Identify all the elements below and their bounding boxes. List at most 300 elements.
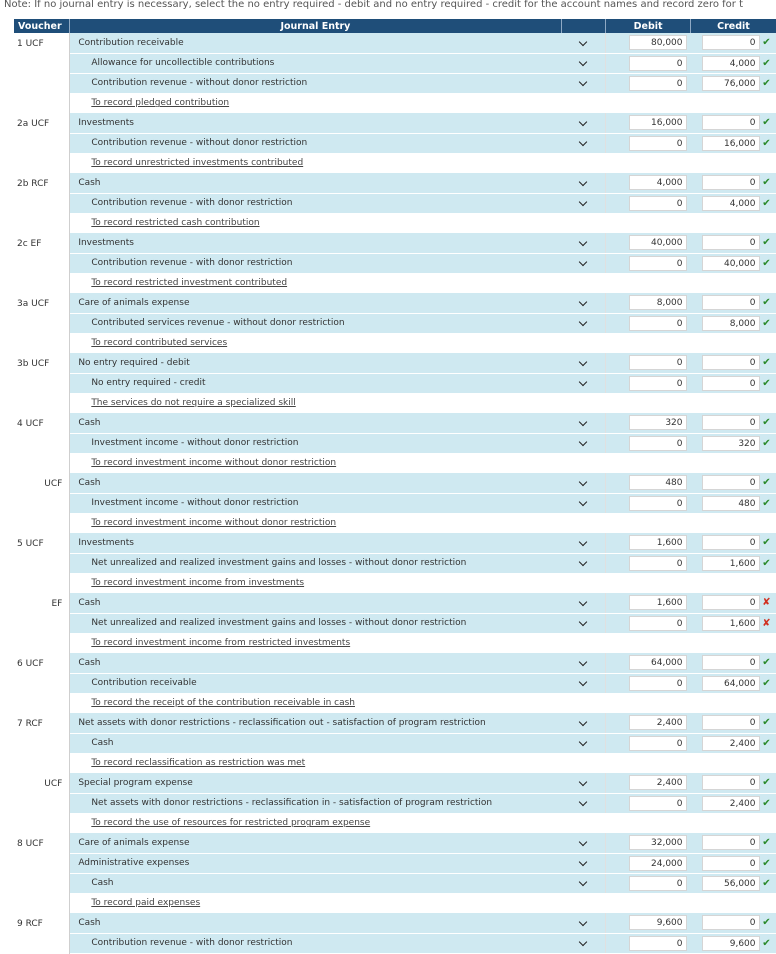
credit-input[interactable]: 0 <box>702 175 760 190</box>
table-row <box>14 413 776 433</box>
voucher-cell <box>14 433 70 453</box>
dropdown-toggle[interactable] <box>561 113 606 133</box>
account-select[interactable]: Investments <box>70 533 561 553</box>
dropdown-toggle[interactable] <box>561 713 606 733</box>
check-icon: ✔ <box>761 678 773 689</box>
voucher-cell: 4 UCF <box>14 413 70 433</box>
instruction-note: Note: If no journal entry is necessary, select the no entry required - debit and no entry required - credit for the account names and record zero for t <box>4 0 743 10</box>
account-select[interactable]: Cash <box>70 653 561 673</box>
credit-input[interactable]: 0 <box>702 475 760 490</box>
entry-description-cell <box>70 213 776 233</box>
entry-description-cell <box>70 633 776 653</box>
credit-cell <box>691 193 776 213</box>
account-select[interactable]: Net unrealized and realized investment gains and losses - without donor restriction <box>70 613 561 633</box>
debit-input[interactable]: 0 <box>629 556 687 571</box>
chevron-down-icon <box>579 58 587 66</box>
debit-input[interactable]: 0 <box>629 256 687 271</box>
account-select[interactable]: Net assets with donor restrictions - reclassification out - satisfaction of program restriction <box>70 713 561 733</box>
debit-input[interactable]: 0 <box>629 496 687 511</box>
description-row <box>14 573 776 593</box>
dropdown-toggle[interactable] <box>561 73 606 93</box>
entry-description-input[interactable]: To record restricted cash contribution <box>78 218 259 228</box>
credit-input[interactable]: 2,400 <box>702 736 760 751</box>
debit-input[interactable]: 1,600 <box>629 535 687 550</box>
credit-input[interactable]: 0 <box>702 415 760 430</box>
description-row <box>14 453 776 473</box>
dropdown-toggle[interactable] <box>561 793 606 813</box>
credit-input[interactable]: 0 <box>702 355 760 370</box>
dropdown-toggle[interactable] <box>561 733 606 753</box>
voucher-cell <box>14 313 70 333</box>
credit-input[interactable]: 0 <box>702 376 760 391</box>
dropdown-toggle[interactable] <box>561 53 606 73</box>
table-row <box>14 613 776 633</box>
entry-description-input[interactable]: To record contributed services <box>78 338 227 348</box>
entry-description-input[interactable]: To record investment income from restricted investments <box>78 638 350 648</box>
voucher-cell <box>14 893 70 913</box>
credit-input[interactable]: 0 <box>702 715 760 730</box>
account-select[interactable]: Contributed services revenue - without donor restriction <box>70 313 561 333</box>
check-icon: ✔ <box>761 657 773 668</box>
debit-input[interactable]: 64,000 <box>629 655 687 670</box>
check-icon: ✔ <box>761 318 773 329</box>
account-select[interactable]: Cash <box>70 873 561 893</box>
chevron-down-icon <box>579 658 587 666</box>
journal-entry-body <box>14 33 776 953</box>
check-icon: ✔ <box>761 237 773 248</box>
entry-description-input[interactable]: To record investment income from investments <box>78 578 304 588</box>
entry-description-cell <box>70 893 776 913</box>
table-row <box>14 313 776 333</box>
account-select[interactable]: Cash <box>70 593 561 613</box>
dropdown-toggle[interactable] <box>561 313 606 333</box>
check-icon: ✔ <box>761 878 773 889</box>
chevron-down-icon <box>579 838 587 846</box>
credit-cell <box>691 313 776 333</box>
debit-input[interactable]: 40,000 <box>629 235 687 250</box>
credit-input[interactable]: 56,000 <box>702 876 760 891</box>
entry-description-cell <box>70 393 776 413</box>
credit-cell <box>691 73 776 93</box>
entry-description-input[interactable]: The services do not require a specialized skill <box>78 398 295 408</box>
table-row <box>14 833 776 853</box>
table-row <box>14 933 776 953</box>
entry-description-input[interactable]: To record reclassification as restriction was met <box>78 758 305 768</box>
dropdown-toggle[interactable] <box>561 353 606 373</box>
debit-input[interactable]: 2,400 <box>629 715 687 730</box>
account-select[interactable]: Contribution receivable <box>70 33 561 53</box>
voucher-cell <box>14 393 70 413</box>
chevron-down-icon <box>579 718 587 726</box>
debit-input[interactable]: 0 <box>629 796 687 811</box>
dropdown-toggle[interactable] <box>561 833 606 853</box>
dropdown-toggle[interactable] <box>561 533 606 553</box>
debit-cell <box>606 73 691 93</box>
dropdown-toggle[interactable] <box>561 253 606 273</box>
debit-input[interactable]: 0 <box>629 56 687 71</box>
credit-input[interactable]: 480 <box>702 496 760 511</box>
check-icon: ✔ <box>761 258 773 269</box>
debit-cell <box>606 593 691 613</box>
debit-cell <box>606 293 691 313</box>
credit-cell <box>691 233 776 253</box>
credit-cell <box>691 533 776 553</box>
dropdown-toggle[interactable] <box>561 33 606 53</box>
account-select[interactable]: Cash <box>70 473 561 493</box>
debit-input[interactable]: 480 <box>629 475 687 490</box>
voucher-cell <box>14 273 70 293</box>
debit-cell <box>606 253 691 273</box>
dropdown-toggle[interactable] <box>561 553 606 573</box>
account-select[interactable]: Contribution revenue - without donor restriction <box>70 73 561 93</box>
chevron-down-icon <box>579 378 587 386</box>
debit-input[interactable]: 32,000 <box>629 835 687 850</box>
debit-input[interactable]: 24,000 <box>629 856 687 871</box>
debit-cell <box>606 33 691 53</box>
entry-description-input[interactable]: To record paid expenses <box>78 898 200 908</box>
check-icon: ✔ <box>761 498 773 509</box>
debit-cell <box>606 933 691 953</box>
credit-input[interactable]: 0 <box>702 775 760 790</box>
credit-cell <box>691 433 776 453</box>
chevron-down-icon <box>579 738 587 746</box>
debit-cell <box>606 193 691 213</box>
chevron-down-icon <box>579 878 587 886</box>
debit-input[interactable]: 0 <box>629 736 687 751</box>
voucher-cell <box>14 673 70 693</box>
voucher-cell: 8 UCF <box>14 833 70 853</box>
account-select[interactable]: Contribution revenue - without donor restriction <box>70 133 561 153</box>
voucher-cell <box>14 573 70 593</box>
account-select[interactable]: Contribution revenue - with donor restriction <box>70 193 561 213</box>
debit-cell <box>606 233 691 253</box>
credit-input[interactable]: 0 <box>702 595 760 610</box>
dropdown-toggle[interactable] <box>561 873 606 893</box>
credit-input[interactable]: 0 <box>702 835 760 850</box>
dropdown-toggle[interactable] <box>561 293 606 313</box>
voucher-cell <box>14 253 70 273</box>
table-row <box>14 33 776 53</box>
voucher-cell <box>14 453 70 473</box>
entry-description-input[interactable]: To record investment income without donor restriction <box>78 518 336 528</box>
voucher-cell <box>14 213 70 233</box>
credit-input[interactable]: 9,600 <box>702 936 760 951</box>
debit-input[interactable]: 1,600 <box>629 595 687 610</box>
debit-input[interactable]: 16,000 <box>629 115 687 130</box>
table-row <box>14 113 776 133</box>
dropdown-toggle[interactable] <box>561 233 606 253</box>
credit-cell <box>691 373 776 393</box>
credit-input[interactable]: 64,000 <box>702 676 760 691</box>
credit-cell <box>691 53 776 73</box>
check-icon: ✔ <box>761 198 773 209</box>
account-select[interactable]: Investments <box>70 233 561 253</box>
table-row <box>14 53 776 73</box>
voucher-cell <box>14 193 70 213</box>
chevron-down-icon <box>579 418 587 426</box>
debit-input[interactable]: 0 <box>629 616 687 631</box>
credit-input[interactable]: 40,000 <box>702 256 760 271</box>
table-row <box>14 673 776 693</box>
description-row <box>14 93 776 113</box>
table-row <box>14 133 776 153</box>
debit-cell <box>606 173 691 193</box>
credit-input[interactable]: 0 <box>702 235 760 250</box>
credit-input[interactable]: 0 <box>702 915 760 930</box>
account-select[interactable]: No entry required - credit <box>70 373 561 393</box>
credit-cell <box>691 253 776 273</box>
chevron-down-icon <box>579 318 587 326</box>
chevron-down-icon <box>579 918 587 926</box>
voucher-cell <box>14 873 70 893</box>
credit-input[interactable]: 0 <box>702 535 760 550</box>
credit-cell <box>691 673 776 693</box>
debit-input[interactable]: 2,400 <box>629 775 687 790</box>
table-row <box>14 373 776 393</box>
debit-input[interactable]: 0 <box>629 76 687 91</box>
voucher-header: Voucher <box>14 19 70 33</box>
debit-cell <box>606 793 691 813</box>
account-select[interactable]: Net unrealized and realized investment gains and losses - without donor restriction <box>70 553 561 573</box>
account-select[interactable]: Contribution revenue - with donor restriction <box>70 933 561 953</box>
credit-cell <box>691 873 776 893</box>
credit-cell <box>691 413 776 433</box>
credit-input[interactable]: 4,000 <box>702 196 760 211</box>
chevron-down-icon <box>579 538 587 546</box>
credit-input[interactable]: 1,600 <box>702 556 760 571</box>
check-icon: ✔ <box>761 357 773 368</box>
debit-cell <box>606 53 691 73</box>
dropdown-toggle[interactable] <box>561 933 606 953</box>
entry-description-input[interactable]: To record pledged contribution <box>78 98 229 108</box>
voucher-cell: 2b RCF <box>14 173 70 193</box>
description-row <box>14 333 776 353</box>
x-icon: ✘ <box>761 618 773 629</box>
table-row <box>14 193 776 213</box>
table-row <box>14 353 776 373</box>
debit-cell <box>606 833 691 853</box>
debit-cell <box>606 353 691 373</box>
voucher-cell: 7 RCF <box>14 713 70 733</box>
table-row <box>14 433 776 453</box>
voucher-cell <box>14 693 70 713</box>
table-row <box>14 473 776 493</box>
debit-input[interactable]: 0 <box>629 316 687 331</box>
table-row <box>14 553 776 573</box>
voucher-cell <box>14 73 70 93</box>
check-icon: ✔ <box>761 477 773 488</box>
description-row <box>14 753 776 773</box>
account-select[interactable]: Allowance for uncollectible contributions <box>70 53 561 73</box>
dropdown-toggle[interactable] <box>561 373 606 393</box>
credit-input[interactable]: 1,600 <box>702 616 760 631</box>
table-row <box>14 913 776 933</box>
debit-input[interactable]: 0 <box>629 376 687 391</box>
check-icon: ✔ <box>761 138 773 149</box>
debit-input[interactable]: 8,000 <box>629 295 687 310</box>
table-row <box>14 233 776 253</box>
entry-description-cell <box>70 573 776 593</box>
dropdown-toggle[interactable] <box>561 673 606 693</box>
credit-input[interactable]: 4,000 <box>702 56 760 71</box>
check-icon: ✔ <box>761 837 773 848</box>
debit-input[interactable]: 0 <box>629 436 687 451</box>
description-row <box>14 393 776 413</box>
table-row <box>14 253 776 273</box>
debit-cell <box>606 613 691 633</box>
account-select[interactable]: Special program expense <box>70 773 561 793</box>
dropdown-toggle[interactable] <box>561 433 606 453</box>
credit-input[interactable]: 320 <box>702 436 760 451</box>
debit-input[interactable]: 80,000 <box>629 35 687 50</box>
dropdown-toggle[interactable] <box>561 613 606 633</box>
description-row <box>14 273 776 293</box>
x-icon: ✘ <box>761 597 773 608</box>
account-select[interactable]: Investment income - without donor restriction <box>70 493 561 513</box>
account-select[interactable]: Cash <box>70 913 561 933</box>
check-icon: ✔ <box>761 78 773 89</box>
account-select[interactable]: Contribution revenue - with donor restriction <box>70 253 561 273</box>
dropdown-toggle[interactable] <box>561 653 606 673</box>
credit-cell <box>691 553 776 573</box>
table-row <box>14 873 776 893</box>
credit-input[interactable]: 16,000 <box>702 136 760 151</box>
check-icon: ✔ <box>761 777 773 788</box>
debit-input[interactable]: 0 <box>629 136 687 151</box>
debit-input[interactable]: 0 <box>629 876 687 891</box>
check-icon: ✔ <box>761 297 773 308</box>
description-row <box>14 213 776 233</box>
debit-cell <box>606 413 691 433</box>
debit-cell <box>606 433 691 453</box>
credit-input[interactable]: 0 <box>702 35 760 50</box>
account-select[interactable]: Investment income - without donor restriction <box>70 433 561 453</box>
voucher-cell <box>14 553 70 573</box>
credit-cell <box>691 173 776 193</box>
debit-input[interactable]: 0 <box>629 355 687 370</box>
table-row <box>14 793 776 813</box>
entry-description-cell <box>70 693 776 713</box>
debit-cell <box>606 493 691 513</box>
credit-input[interactable]: 2,400 <box>702 796 760 811</box>
check-icon: ✔ <box>761 738 773 749</box>
dropdown-toggle[interactable] <box>561 193 606 213</box>
dropdown-toggle[interactable] <box>561 913 606 933</box>
debit-cell <box>606 713 691 733</box>
check-icon: ✔ <box>761 58 773 69</box>
credit-cell <box>691 473 776 493</box>
debit-input[interactable]: 320 <box>629 415 687 430</box>
entry-description-input[interactable]: To record the receipt of the contribution receivable in cash <box>78 698 355 708</box>
credit-input[interactable]: 0 <box>702 655 760 670</box>
table-row <box>14 713 776 733</box>
check-icon: ✔ <box>761 558 773 569</box>
voucher-cell <box>14 513 70 533</box>
entry-description-cell <box>70 93 776 113</box>
entry-description-input[interactable]: To record the use of resources for restricted program expense <box>78 818 370 828</box>
credit-input[interactable]: 0 <box>702 115 760 130</box>
voucher-cell <box>14 633 70 653</box>
account-select[interactable]: Cash <box>70 173 561 193</box>
account-select[interactable]: Cash <box>70 733 561 753</box>
debit-input[interactable]: 4,000 <box>629 175 687 190</box>
table-row <box>14 73 776 93</box>
dropdown-toggle[interactable] <box>561 473 606 493</box>
table-row <box>14 653 776 673</box>
account-select[interactable]: Contribution receivable <box>70 673 561 693</box>
entry-description-cell <box>70 333 776 353</box>
debit-input[interactable]: 0 <box>629 936 687 951</box>
entry-description-input[interactable]: To record investment income without donor restriction <box>78 458 336 468</box>
entry-description-input[interactable]: To record restricted investment contributed <box>78 278 287 288</box>
voucher-cell <box>14 53 70 73</box>
account-select[interactable]: No entry required - debit <box>70 353 561 373</box>
credit-input[interactable]: 0 <box>702 856 760 871</box>
dropdown-toggle[interactable] <box>561 773 606 793</box>
voucher-cell <box>14 153 70 173</box>
credit-input[interactable]: 8,000 <box>702 316 760 331</box>
credit-input[interactable]: 76,000 <box>702 76 760 91</box>
debit-cell <box>606 853 691 873</box>
voucher-cell: 3b UCF <box>14 353 70 373</box>
debit-header: Debit <box>606 19 691 33</box>
account-select[interactable]: Care of animals expense <box>70 833 561 853</box>
account-select[interactable]: Care of animals expense <box>70 293 561 313</box>
voucher-cell: 1 UCF <box>14 33 70 53</box>
credit-cell <box>691 793 776 813</box>
dropdown-toggle[interactable] <box>561 413 606 433</box>
entry-description-cell <box>70 513 776 533</box>
credit-cell <box>691 913 776 933</box>
chevron-down-icon <box>579 258 587 266</box>
account-select[interactable]: Administrative expenses <box>70 853 561 873</box>
voucher-cell <box>14 853 70 873</box>
dropdown-toggle[interactable] <box>561 493 606 513</box>
voucher-cell: EF <box>14 593 70 613</box>
dropdown-toggle[interactable] <box>561 593 606 613</box>
debit-cell <box>606 733 691 753</box>
credit-input[interactable]: 0 <box>702 295 760 310</box>
entry-description-input[interactable]: To record unrestricted investments contributed <box>78 158 303 168</box>
journal-entry-table <box>14 19 776 954</box>
description-row <box>14 893 776 913</box>
debit-input[interactable]: 9,600 <box>629 915 687 930</box>
chevron-down-icon <box>579 78 587 86</box>
debit-input[interactable]: 0 <box>629 196 687 211</box>
account-select[interactable]: Investments <box>70 113 561 133</box>
chevron-down-icon <box>579 438 587 446</box>
voucher-cell: 2a UCF <box>14 113 70 133</box>
account-select[interactable]: Net assets with donor restrictions - reclassification in - satisfaction of program restriction <box>70 793 561 813</box>
table-header <box>14 19 776 33</box>
voucher-cell <box>14 333 70 353</box>
check-icon: ✔ <box>761 798 773 809</box>
dropdown-toggle[interactable] <box>561 133 606 153</box>
account-select[interactable]: Cash <box>70 413 561 433</box>
credit-cell <box>691 773 776 793</box>
dropdown-toggle[interactable] <box>561 173 606 193</box>
chevron-down-icon <box>579 118 587 126</box>
dropdown-header-spacer <box>561 19 606 33</box>
debit-input[interactable]: 0 <box>629 676 687 691</box>
chevron-down-icon <box>579 478 587 486</box>
debit-cell <box>606 133 691 153</box>
voucher-cell <box>14 793 70 813</box>
entry-description-cell <box>70 753 776 773</box>
credit-cell <box>691 293 776 313</box>
chevron-down-icon <box>579 798 587 806</box>
dropdown-toggle[interactable] <box>561 853 606 873</box>
